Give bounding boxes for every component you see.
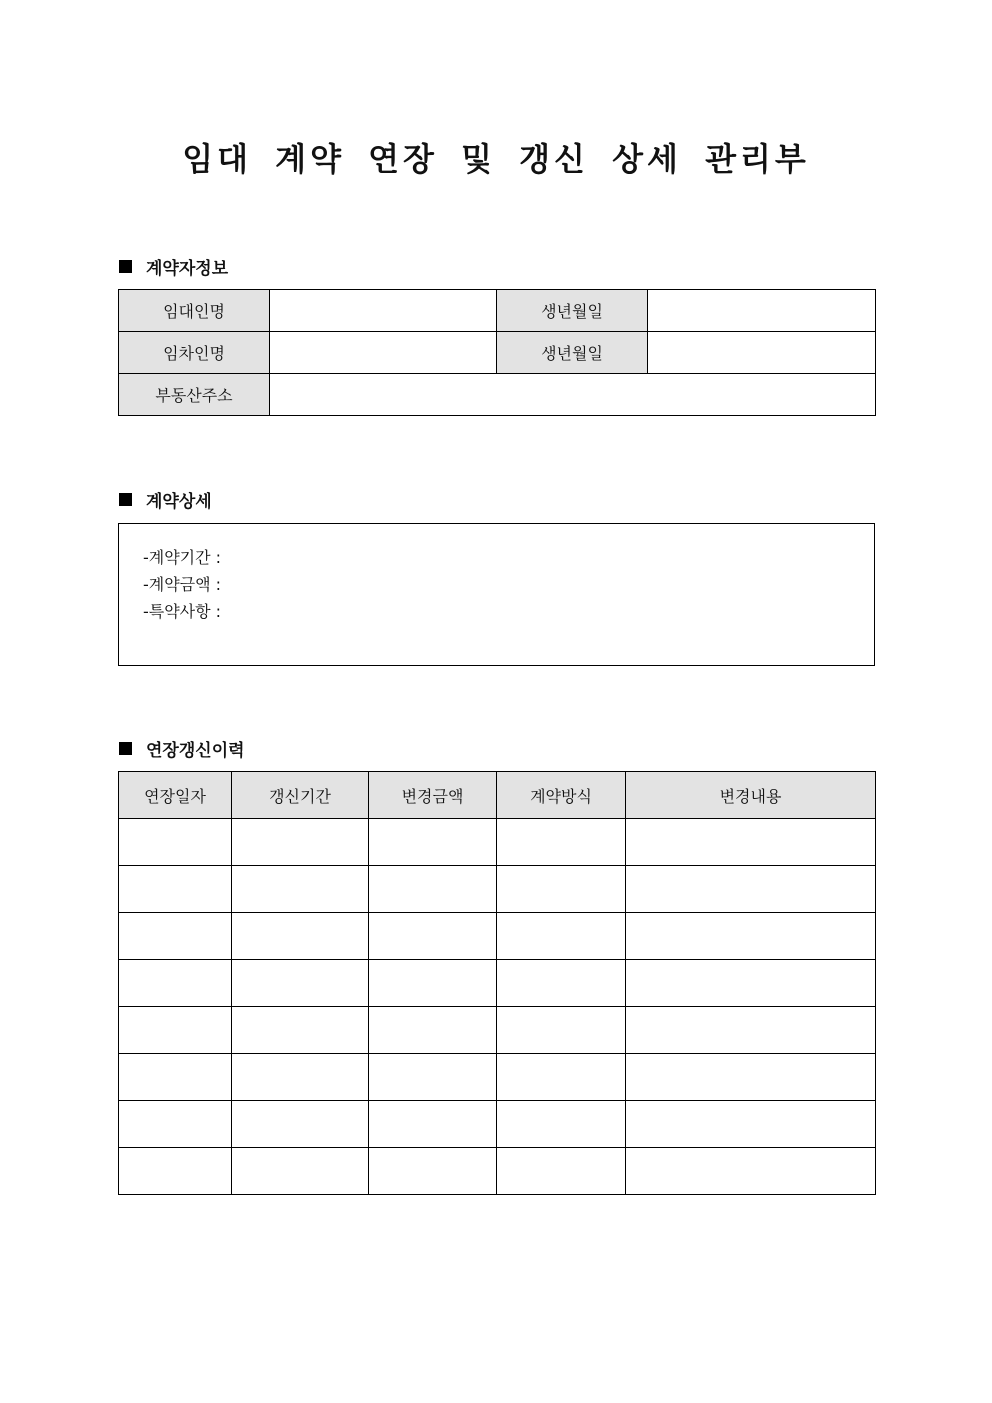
column-header-extension-date: 연장일자	[119, 772, 232, 819]
changed-amount-cell[interactable]	[369, 1007, 497, 1054]
contract-detail-box[interactable]	[118, 523, 875, 666]
party-info-table	[118, 289, 876, 416]
changed-amount-cell[interactable]	[369, 1054, 497, 1101]
history-table-body	[119, 819, 876, 1195]
column-header-change-details: 변경내용	[626, 772, 876, 819]
section-heading-party-info	[119, 254, 228, 279]
renewal-period-cell[interactable]	[232, 1148, 369, 1195]
change-details-cell[interactable]	[626, 819, 876, 866]
contract-method-cell[interactable]	[497, 1007, 626, 1054]
change-details-cell[interactable]	[626, 1101, 876, 1148]
lessee-birthdate-label: 생년월일	[497, 332, 648, 374]
lessor-name-field[interactable]	[270, 290, 497, 332]
lessee-row	[119, 332, 876, 374]
column-header-changed-amount: 변경금액	[369, 772, 497, 819]
page-title: 임대 계약 연장 및 갱신 상세 관리부	[182, 140, 810, 178]
renewal-period-cell[interactable]	[232, 866, 369, 913]
renewal-period-cell[interactable]	[232, 960, 369, 1007]
change-details-cell[interactable]	[626, 1007, 876, 1054]
column-header-renewal-period: 갱신기간	[232, 772, 369, 819]
lessor-birthdate-label: 생년월일	[497, 290, 648, 332]
extension-date-cell[interactable]	[119, 1148, 232, 1195]
section-heading-label: 계약자정보	[146, 259, 229, 279]
address-row	[119, 374, 876, 416]
changed-amount-cell[interactable]	[369, 960, 497, 1007]
extension-date-cell[interactable]	[119, 913, 232, 960]
square-bullet-icon	[119, 742, 132, 755]
renewal-period-cell[interactable]	[232, 819, 369, 866]
property-address-label: 부동산주소	[119, 374, 270, 416]
contract-method-cell[interactable]	[497, 1054, 626, 1101]
table-row	[119, 819, 876, 866]
lessor-name-label: 임대인명	[119, 290, 270, 332]
contract-amount-line: -계약금액 :	[143, 575, 222, 594]
contract-method-cell[interactable]	[497, 1148, 626, 1195]
extension-date-cell[interactable]	[119, 819, 232, 866]
column-header-contract-method: 계약방식	[497, 772, 626, 819]
contract-period-line: -계약기간 :	[143, 548, 222, 567]
change-details-cell[interactable]	[626, 866, 876, 913]
changed-amount-cell[interactable]	[369, 913, 497, 960]
lessor-birthdate-field[interactable]	[648, 290, 876, 332]
table-row	[119, 913, 876, 960]
renewal-period-cell[interactable]	[232, 1007, 369, 1054]
table-row	[119, 960, 876, 1007]
change-details-cell[interactable]	[626, 1148, 876, 1195]
section-heading-label: 연장갱신이력	[146, 741, 245, 761]
table-row	[119, 1007, 876, 1054]
table-row	[119, 1148, 876, 1195]
contract-method-cell[interactable]	[497, 819, 626, 866]
changed-amount-cell[interactable]	[369, 866, 497, 913]
table-row	[119, 1054, 876, 1101]
extension-date-cell[interactable]	[119, 866, 232, 913]
property-address-field[interactable]	[270, 374, 876, 416]
extension-date-cell[interactable]	[119, 1007, 232, 1054]
section-heading-label: 계약상세	[146, 492, 212, 512]
contract-detail-lines	[143, 544, 221, 625]
changed-amount-cell[interactable]	[369, 1148, 497, 1195]
change-details-cell[interactable]	[626, 913, 876, 960]
changed-amount-cell[interactable]	[369, 1101, 497, 1148]
contract-method-cell[interactable]	[497, 913, 626, 960]
extension-date-cell[interactable]	[119, 1101, 232, 1148]
table-row	[119, 866, 876, 913]
contract-method-cell[interactable]	[497, 866, 626, 913]
contract-method-cell[interactable]	[497, 960, 626, 1007]
square-bullet-icon	[119, 493, 132, 506]
lessee-name-label: 임차인명	[119, 332, 270, 374]
lessee-birthdate-field[interactable]	[648, 332, 876, 374]
extension-date-cell[interactable]	[119, 1054, 232, 1101]
lessor-row	[119, 290, 876, 332]
changed-amount-cell[interactable]	[369, 819, 497, 866]
renewal-period-cell[interactable]	[232, 1054, 369, 1101]
lessee-name-field[interactable]	[270, 332, 497, 374]
extension-date-cell[interactable]	[119, 960, 232, 1007]
contract-method-cell[interactable]	[497, 1101, 626, 1148]
renewal-period-cell[interactable]	[232, 913, 369, 960]
section-heading-history	[119, 736, 245, 761]
special-terms-line: -특약사항 :	[143, 602, 222, 621]
square-bullet-icon	[119, 260, 132, 273]
change-details-cell[interactable]	[626, 1054, 876, 1101]
table-header-row	[119, 772, 876, 819]
renewal-period-cell[interactable]	[232, 1101, 369, 1148]
table-row	[119, 1101, 876, 1148]
section-heading-contract-detail	[119, 487, 212, 512]
renewal-history-table	[118, 771, 876, 1195]
change-details-cell[interactable]	[626, 960, 876, 1007]
